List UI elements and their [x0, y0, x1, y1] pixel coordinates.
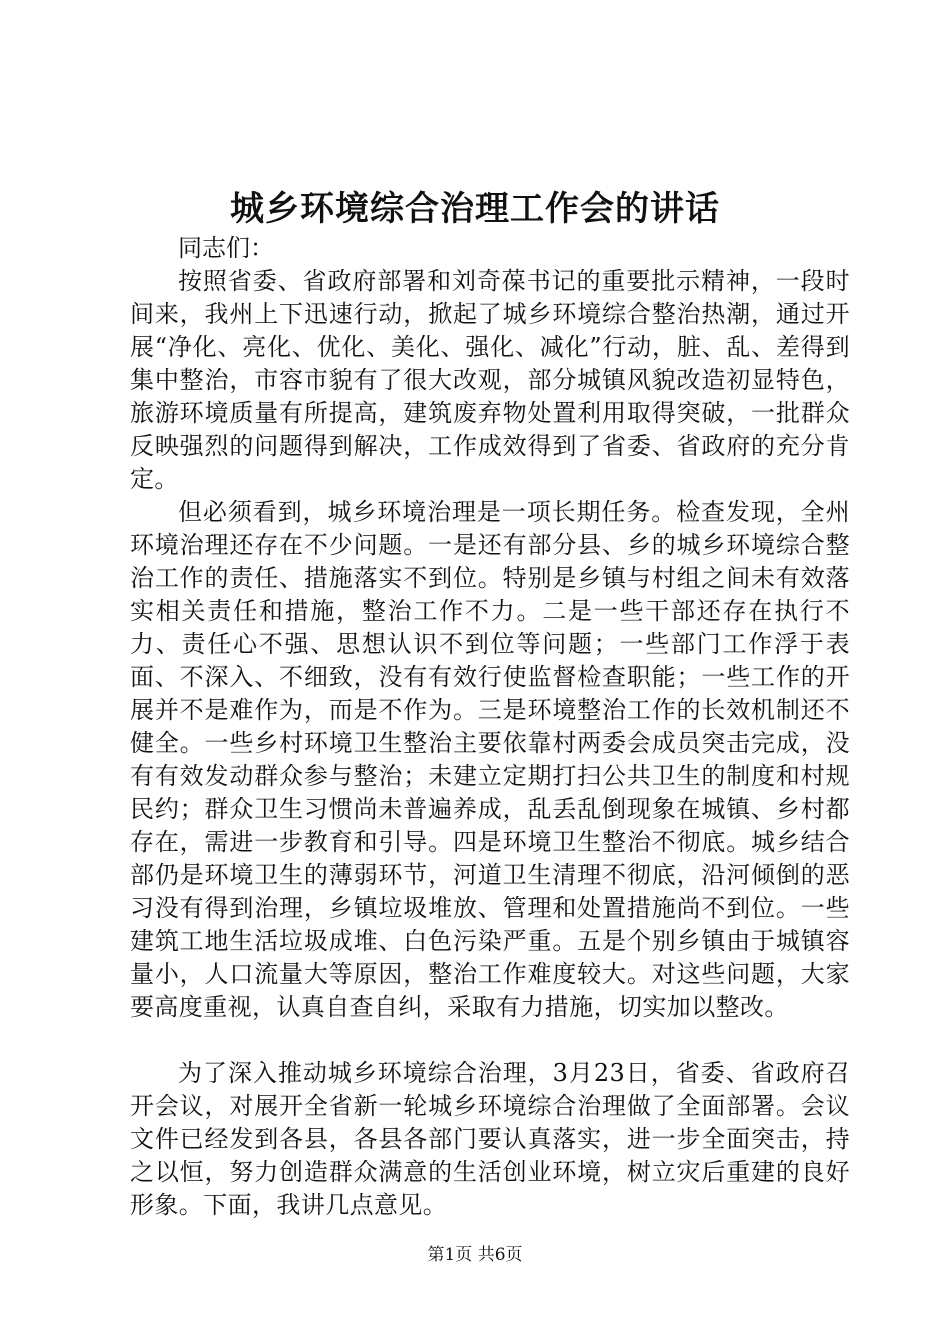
- paragraph-spacer: [130, 1024, 850, 1057]
- paragraph-problems: 但必须看到，城乡环境治理是一项长期任务。检查发现，全州环境治理还存在不少问题。一是还有部分县、乡的城乡环境综合整治工作的责任、措施落实不到位。特别是乡镇与村组之间未有效落实相关责任和措施，整治工作不力。二是一些干部还存在执行不力、责任心不强、思想认识不到位等问题；一些部门工作浮于表面、不深入、不细致，没有有效行使监督检查职能；一些工作的开展并不是难作为，而是不作为。三是环境整治工作的长效机制还不健全。一些乡村环境卫生整治主要依靠村两委会成员突击完成，没有有效发动群众参与整治；未建立定期打扫公共卫生的制度和村规民约；群众卫生习惯尚未普遍养成，乱丢乱倒现象在城镇、乡村都存在，需进一步教育和引导。四是环境卫生整治不彻底。城乡结合部仍是环境卫生的薄弱环节，河道卫生清理不彻底，沿河倾倒的恶习没有得到治理，乡镇垃圾堆放、管理和处置措施尚不到位。一些建筑工地生活垃圾成堆、白色污染严重。五是个别乡镇由于城镇容量小，人口流量大等原因，整治工作难度较大。对这些问题，大家要高度重视，认真自查自纠，采取有力措施，切实加以整改。: [130, 498, 850, 1021]
- paragraph-achievements: 按照省委、省政府部署和刘奇葆书记的重要批示精神，一段时间来，我州上下迅速行动，掀起了城乡环境综合整治热潮，通过开展“净化、亮化、优化、美化、强化、减化”行动，脏、乱、差得到集中整治，市容市貌有了很大改观，部分城镇风貌改造初显特色，旅游环境质量有所提高，建筑废弃物处置利用取得突破，一批群众反映强烈的问题得到解决，工作成效得到了省委、省政府的充分肯定。: [130, 267, 850, 493]
- document-title: 城乡环境综合治理工作会的讲话: [230, 189, 720, 229]
- paragraph-meeting: 为了深入推动城乡环境综合治理，3月23日，省委、省政府召开会议，对展开全省新一轮城乡环境综合治理做了全面部署。会议文件已经发到各县，各县各部门要认真落实，进一步全面突击，持之以恒，努力创造群众满意的生活创业环境，树立灾后重建的良好形象。下面，我讲几点意见。: [130, 1059, 850, 1219]
- greeting-line: 同志们：: [178, 234, 274, 262]
- page-number-footer: 第1页 共6页: [427, 1245, 523, 1265]
- document-body: [130, 232, 850, 1222]
